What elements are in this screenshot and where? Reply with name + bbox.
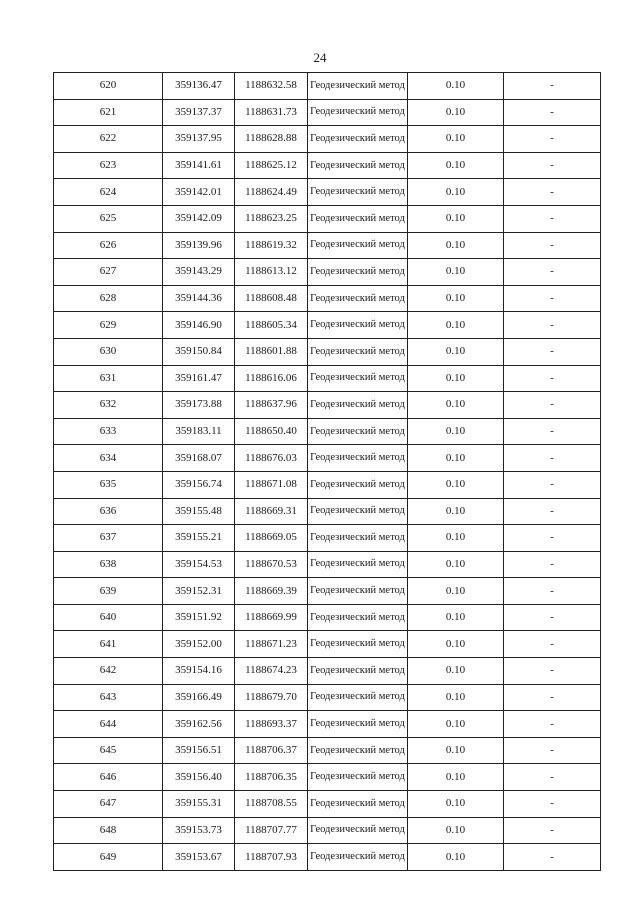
- table-row: [54, 551, 601, 578]
- accuracy-cell: 0.10: [408, 604, 504, 631]
- table-row: [54, 525, 601, 552]
- table-row: [54, 737, 601, 764]
- x-coordinate-cell: 359155.21: [163, 525, 235, 552]
- accuracy-cell: 0.10: [408, 498, 504, 525]
- x-coordinate-cell: 359136.47: [163, 73, 235, 100]
- point-number-cell: 647: [54, 791, 163, 818]
- point-number-cell: 641: [54, 631, 163, 658]
- accuracy-cell: 0.10: [408, 392, 504, 419]
- accuracy-cell: 0.10: [408, 73, 504, 100]
- method-cell: Геодезический метод: [308, 471, 408, 498]
- table-row: [54, 365, 601, 392]
- x-coordinate-cell: 359154.53: [163, 551, 235, 578]
- x-coordinate-cell: 359143.29: [163, 259, 235, 286]
- extra-cell: -: [504, 844, 601, 871]
- accuracy-cell: 0.10: [408, 338, 504, 365]
- extra-cell: -: [504, 312, 601, 339]
- y-coordinate-cell: 1188707.93: [235, 844, 308, 871]
- x-coordinate-cell: 359153.67: [163, 844, 235, 871]
- point-number-cell: 624: [54, 179, 163, 206]
- y-coordinate-cell: 1188608.48: [235, 285, 308, 312]
- accuracy-cell: 0.10: [408, 152, 504, 179]
- method-cell: Геодезический метод: [308, 312, 408, 339]
- x-coordinate-cell: 359137.95: [163, 126, 235, 153]
- method-cell: Геодезический метод: [308, 658, 408, 685]
- x-coordinate-cell: 359155.31: [163, 791, 235, 818]
- table-row: [54, 578, 601, 605]
- y-coordinate-cell: 1188676.03: [235, 445, 308, 472]
- accuracy-cell: 0.10: [408, 525, 504, 552]
- x-coordinate-cell: 359156.51: [163, 737, 235, 764]
- y-coordinate-cell: 1188693.37: [235, 711, 308, 738]
- extra-cell: -: [504, 126, 601, 153]
- accuracy-cell: 0.10: [408, 259, 504, 286]
- table-row: [54, 658, 601, 685]
- accuracy-cell: 0.10: [408, 471, 504, 498]
- accuracy-cell: 0.10: [408, 179, 504, 206]
- table-row: [54, 99, 601, 126]
- x-coordinate-cell: 359166.49: [163, 684, 235, 711]
- extra-cell: -: [504, 73, 601, 100]
- method-cell: Геодезический метод: [308, 445, 408, 472]
- x-coordinate-cell: 359155.48: [163, 498, 235, 525]
- method-cell: Геодезический метод: [308, 764, 408, 791]
- x-coordinate-cell: 359139.96: [163, 232, 235, 259]
- accuracy-cell: 0.10: [408, 205, 504, 232]
- method-cell: Геодезический метод: [308, 338, 408, 365]
- method-cell: Геодезический метод: [308, 285, 408, 312]
- y-coordinate-cell: 1188669.99: [235, 604, 308, 631]
- x-coordinate-cell: 359183.11: [163, 418, 235, 445]
- extra-cell: -: [504, 418, 601, 445]
- accuracy-cell: 0.10: [408, 764, 504, 791]
- method-cell: Геодезический метод: [308, 498, 408, 525]
- point-number-cell: 644: [54, 711, 163, 738]
- extra-cell: -: [504, 578, 601, 605]
- accuracy-cell: 0.10: [408, 711, 504, 738]
- method-cell: Геодезический метод: [308, 631, 408, 658]
- x-coordinate-cell: 359151.92: [163, 604, 235, 631]
- table-row: [54, 205, 601, 232]
- accuracy-cell: 0.10: [408, 99, 504, 126]
- x-coordinate-cell: 359144.36: [163, 285, 235, 312]
- extra-cell: -: [504, 179, 601, 206]
- method-cell: Геодезический метод: [308, 684, 408, 711]
- x-coordinate-cell: 359154.16: [163, 658, 235, 685]
- point-number-cell: 623: [54, 152, 163, 179]
- method-cell: Геодезический метод: [308, 259, 408, 286]
- table-row: [54, 392, 601, 419]
- x-coordinate-cell: 359137.37: [163, 99, 235, 126]
- table-row: [54, 631, 601, 658]
- y-coordinate-cell: 1188669.31: [235, 498, 308, 525]
- point-number-cell: 620: [54, 73, 163, 100]
- accuracy-cell: 0.10: [408, 232, 504, 259]
- point-number-cell: 633: [54, 418, 163, 445]
- y-coordinate-cell: 1188670.53: [235, 551, 308, 578]
- table-row: [54, 684, 601, 711]
- point-number-cell: 632: [54, 392, 163, 419]
- y-coordinate-cell: 1188625.12: [235, 152, 308, 179]
- accuracy-cell: 0.10: [408, 817, 504, 844]
- extra-cell: -: [504, 551, 601, 578]
- accuracy-cell: 0.10: [408, 365, 504, 392]
- x-coordinate-cell: 359173.88: [163, 392, 235, 419]
- extra-cell: -: [504, 764, 601, 791]
- accuracy-cell: 0.10: [408, 312, 504, 339]
- point-number-cell: 636: [54, 498, 163, 525]
- point-number-cell: 637: [54, 525, 163, 552]
- extra-cell: -: [504, 817, 601, 844]
- point-number-cell: 626: [54, 232, 163, 259]
- method-cell: Геодезический метод: [308, 604, 408, 631]
- extra-cell: -: [504, 498, 601, 525]
- table-row: [54, 471, 601, 498]
- method-cell: Геодезический метод: [308, 817, 408, 844]
- point-number-cell: 627: [54, 259, 163, 286]
- y-coordinate-cell: 1188671.23: [235, 631, 308, 658]
- table-row: [54, 232, 601, 259]
- x-coordinate-cell: 359142.09: [163, 205, 235, 232]
- method-cell: Геодезический метод: [308, 392, 408, 419]
- point-number-cell: 640: [54, 604, 163, 631]
- y-coordinate-cell: 1188669.05: [235, 525, 308, 552]
- accuracy-cell: 0.10: [408, 551, 504, 578]
- point-number-cell: 622: [54, 126, 163, 153]
- point-number-cell: 645: [54, 737, 163, 764]
- method-cell: Геодезический метод: [308, 126, 408, 153]
- point-number-cell: 642: [54, 658, 163, 685]
- accuracy-cell: 0.10: [408, 285, 504, 312]
- method-cell: Геодезический метод: [308, 179, 408, 206]
- table-row: [54, 604, 601, 631]
- y-coordinate-cell: 1188628.88: [235, 126, 308, 153]
- point-number-cell: 631: [54, 365, 163, 392]
- table-row: [54, 126, 601, 153]
- extra-cell: -: [504, 392, 601, 419]
- y-coordinate-cell: 1188671.08: [235, 471, 308, 498]
- method-cell: Геодезический метод: [308, 737, 408, 764]
- x-coordinate-cell: 359150.84: [163, 338, 235, 365]
- extra-cell: -: [504, 152, 601, 179]
- y-coordinate-cell: 1188706.37: [235, 737, 308, 764]
- y-coordinate-cell: 1188674.23: [235, 658, 308, 685]
- y-coordinate-cell: 1188631.73: [235, 99, 308, 126]
- y-coordinate-cell: 1188637.96: [235, 392, 308, 419]
- extra-cell: -: [504, 604, 601, 631]
- method-cell: Геодезический метод: [308, 73, 408, 100]
- table-row: [54, 312, 601, 339]
- extra-cell: -: [504, 445, 601, 472]
- coordinates-table-body: [54, 73, 601, 871]
- extra-cell: -: [504, 365, 601, 392]
- coordinates-table: [53, 72, 601, 871]
- method-cell: Геодезический метод: [308, 578, 408, 605]
- point-number-cell: 639: [54, 578, 163, 605]
- point-number-cell: 630: [54, 338, 163, 365]
- accuracy-cell: 0.10: [408, 684, 504, 711]
- point-number-cell: 625: [54, 205, 163, 232]
- method-cell: Геодезический метод: [308, 791, 408, 818]
- accuracy-cell: 0.10: [408, 737, 504, 764]
- point-number-cell: 643: [54, 684, 163, 711]
- y-coordinate-cell: 1188669.39: [235, 578, 308, 605]
- y-coordinate-cell: 1188601.88: [235, 338, 308, 365]
- x-coordinate-cell: 359162.56: [163, 711, 235, 738]
- accuracy-cell: 0.10: [408, 658, 504, 685]
- page-number: 24: [313, 50, 327, 65]
- method-cell: Геодезический метод: [308, 418, 408, 445]
- y-coordinate-cell: 1188632.58: [235, 73, 308, 100]
- method-cell: Геодезический метод: [308, 365, 408, 392]
- table-row: [54, 418, 601, 445]
- accuracy-cell: 0.10: [408, 631, 504, 658]
- table-row: [54, 711, 601, 738]
- x-coordinate-cell: 359146.90: [163, 312, 235, 339]
- point-number-cell: 629: [54, 312, 163, 339]
- table-row: [54, 817, 601, 844]
- extra-cell: -: [504, 737, 601, 764]
- accuracy-cell: 0.10: [408, 791, 504, 818]
- x-coordinate-cell: 359153.73: [163, 817, 235, 844]
- x-coordinate-cell: 359156.40: [163, 764, 235, 791]
- x-coordinate-cell: 359152.31: [163, 578, 235, 605]
- point-number-cell: 634: [54, 445, 163, 472]
- y-coordinate-cell: 1188706.35: [235, 764, 308, 791]
- accuracy-cell: 0.10: [408, 126, 504, 153]
- method-cell: Геодезический метод: [308, 551, 408, 578]
- table-row: [54, 285, 601, 312]
- extra-cell: -: [504, 471, 601, 498]
- y-coordinate-cell: 1188624.49: [235, 179, 308, 206]
- point-number-cell: 648: [54, 817, 163, 844]
- accuracy-cell: 0.10: [408, 578, 504, 605]
- point-number-cell: 638: [54, 551, 163, 578]
- method-cell: Геодезический метод: [308, 844, 408, 871]
- point-number-cell: 646: [54, 764, 163, 791]
- extra-cell: -: [504, 525, 601, 552]
- table-row: [54, 152, 601, 179]
- y-coordinate-cell: 1188613.12: [235, 259, 308, 286]
- accuracy-cell: 0.10: [408, 844, 504, 871]
- method-cell: Геодезический метод: [308, 525, 408, 552]
- method-cell: Геодезический метод: [308, 711, 408, 738]
- point-number-cell: 635: [54, 471, 163, 498]
- table-row: [54, 445, 601, 472]
- method-cell: Геодезический метод: [308, 205, 408, 232]
- table-row: [54, 498, 601, 525]
- y-coordinate-cell: 1188650.40: [235, 418, 308, 445]
- method-cell: Геодезический метод: [308, 99, 408, 126]
- table-row: [54, 179, 601, 206]
- point-number-cell: 649: [54, 844, 163, 871]
- x-coordinate-cell: 359161.47: [163, 365, 235, 392]
- extra-cell: -: [504, 338, 601, 365]
- extra-cell: -: [504, 791, 601, 818]
- extra-cell: -: [504, 259, 601, 286]
- table-row: [54, 791, 601, 818]
- table-row: [54, 338, 601, 365]
- y-coordinate-cell: 1188708.55: [235, 791, 308, 818]
- extra-cell: -: [504, 631, 601, 658]
- point-number-cell: 628: [54, 285, 163, 312]
- y-coordinate-cell: 1188605.34: [235, 312, 308, 339]
- x-coordinate-cell: 359142.01: [163, 179, 235, 206]
- point-number-cell: 621: [54, 99, 163, 126]
- method-cell: Геодезический метод: [308, 152, 408, 179]
- table-row: [54, 73, 601, 100]
- y-coordinate-cell: 1188616.06: [235, 365, 308, 392]
- x-coordinate-cell: 359152.00: [163, 631, 235, 658]
- extra-cell: -: [504, 658, 601, 685]
- extra-cell: -: [504, 684, 601, 711]
- y-coordinate-cell: 1188623.25: [235, 205, 308, 232]
- accuracy-cell: 0.10: [408, 445, 504, 472]
- extra-cell: -: [504, 205, 601, 232]
- accuracy-cell: 0.10: [408, 418, 504, 445]
- y-coordinate-cell: 1188619.32: [235, 232, 308, 259]
- x-coordinate-cell: 359156.74: [163, 471, 235, 498]
- y-coordinate-cell: 1188707.77: [235, 817, 308, 844]
- x-coordinate-cell: 359168.07: [163, 445, 235, 472]
- table-row: [54, 764, 601, 791]
- x-coordinate-cell: 359141.61: [163, 152, 235, 179]
- method-cell: Геодезический метод: [308, 232, 408, 259]
- extra-cell: -: [504, 285, 601, 312]
- table-row: [54, 844, 601, 871]
- table-row: [54, 259, 601, 286]
- extra-cell: -: [504, 99, 601, 126]
- extra-cell: -: [504, 232, 601, 259]
- y-coordinate-cell: 1188679.70: [235, 684, 308, 711]
- extra-cell: -: [504, 711, 601, 738]
